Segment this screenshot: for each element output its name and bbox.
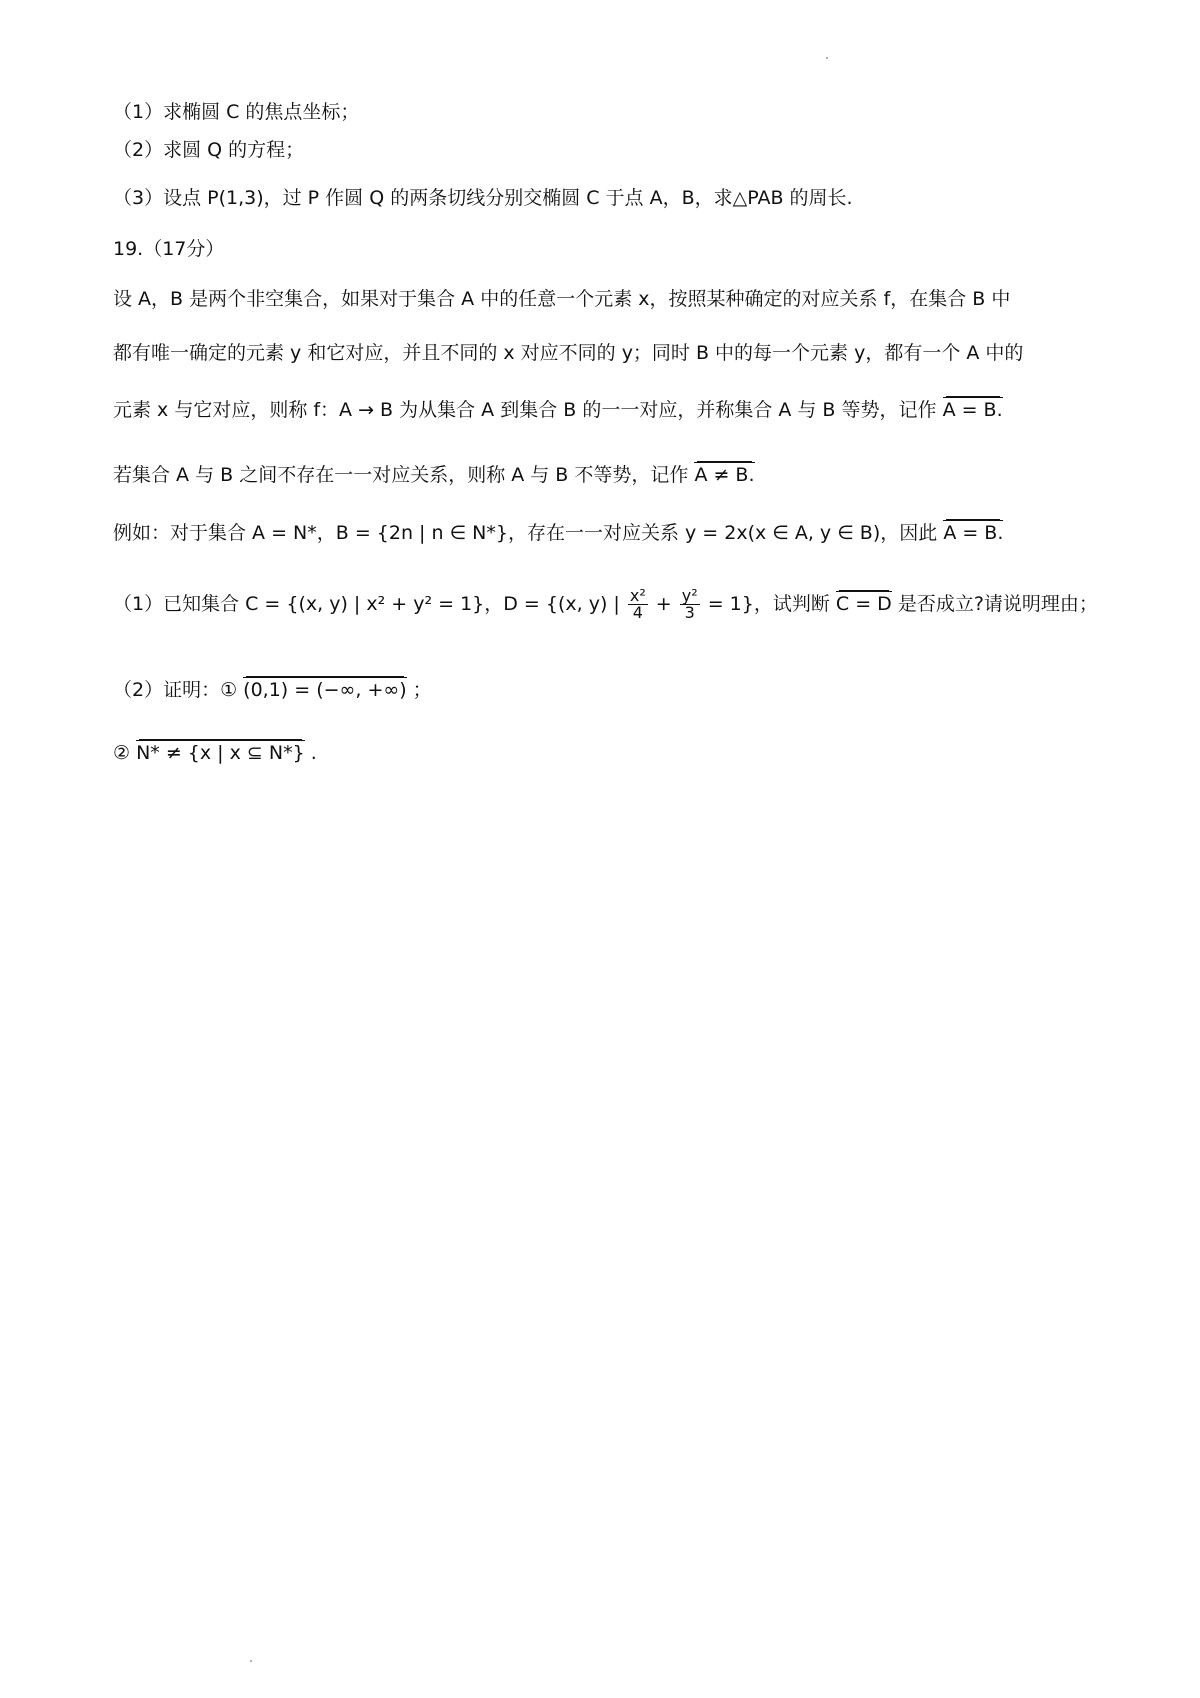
q19-example-text: 例如：对于集合 A = N*，B = {2n | n ∈ N*}，存在一一对应关系 y = 2x(x ∈ A, y ∈ B)，因此 (113, 522, 938, 544)
q19-header: 19.（17分） (113, 238, 225, 260)
scan-speck-bottom (250, 1660, 252, 1662)
q19-s1-compare: C = D (835, 593, 892, 615)
q19-def3-text: 元素 x 与它对应，则称 f：A → B 为从集合 A 到集合 B 的一一对应，并称集合 A 与 B 等势，记作 (113, 399, 937, 421)
q19-def4-not-equipotent: A ≠ B. (694, 464, 755, 486)
q19-s2-label: （2）证明：① (113, 679, 238, 701)
q18-part3: （3）设点 P(1,3)，过 P 作圆 Q 的两条切线分别交椭圆 C 于点 A，B，求△PAB 的周长. (113, 187, 853, 209)
plus-sign: + (655, 593, 672, 615)
q19-definition-line2: 都有唯一确定的元素 y 和它对应，并且不同的 x 对应不同的 y；同时 B 中的每一个元素 y，都有一个 A 中的 (113, 342, 1024, 364)
q19-example (113, 520, 1003, 543)
q19-subquestion2 (113, 677, 432, 700)
q19-s3-label: ② (113, 742, 131, 764)
q19-subquestion1 (113, 588, 1098, 621)
fraction-y2-over-3 (680, 588, 700, 621)
q19-s1-sets: （1）已知集合 C = {(x, y) | x² + y² = 1}，D = {(x, y) | (113, 593, 620, 615)
q19-s2-end: ； (412, 679, 432, 701)
q19-example-equipotent: A = B. (943, 522, 1004, 544)
scan-speck-top (826, 57, 828, 59)
q19-s1-ask: 是否成立?请说明理由； (897, 593, 1098, 615)
fraction-denominator: 4 (632, 603, 643, 622)
fraction-x2-over-4 (628, 588, 648, 621)
fraction-denominator: 3 (684, 603, 695, 622)
q19-subquestion2-part2 (113, 740, 317, 763)
q19-s1-end: = 1}，试判断 (707, 593, 830, 615)
q19-def4-text: 若集合 A 与 B 之间不存在一一对应关系，则称 A 与 B 不等势，记作 (113, 464, 689, 486)
fraction-numerator: y² (681, 586, 698, 605)
q18-part2: （2）求圆 Q 的方程； (113, 139, 305, 161)
q19-def3-equipotent: A = B. (942, 399, 1003, 421)
q19-s3-not-equipotent: N* ≠ {x | x ⊆ N*} (136, 742, 305, 764)
q19-definition-line1: 设 A，B 是两个非空集合，如果对于集合 A 中的任意一个元素 x，按照某种确定的对应关系 f，在集合 B 中 (113, 288, 1011, 310)
fraction-numerator: x² (629, 586, 646, 605)
q19-s3-end: . (310, 742, 317, 764)
q19-s2-interval-equipotent: (0,1) = (−∞, +∞) (243, 679, 407, 701)
q19-definition-line4 (113, 462, 755, 485)
q19-definition-line3 (113, 397, 1003, 420)
q18-part1: （1）求椭圆 C 的焦点坐标； (113, 101, 360, 123)
